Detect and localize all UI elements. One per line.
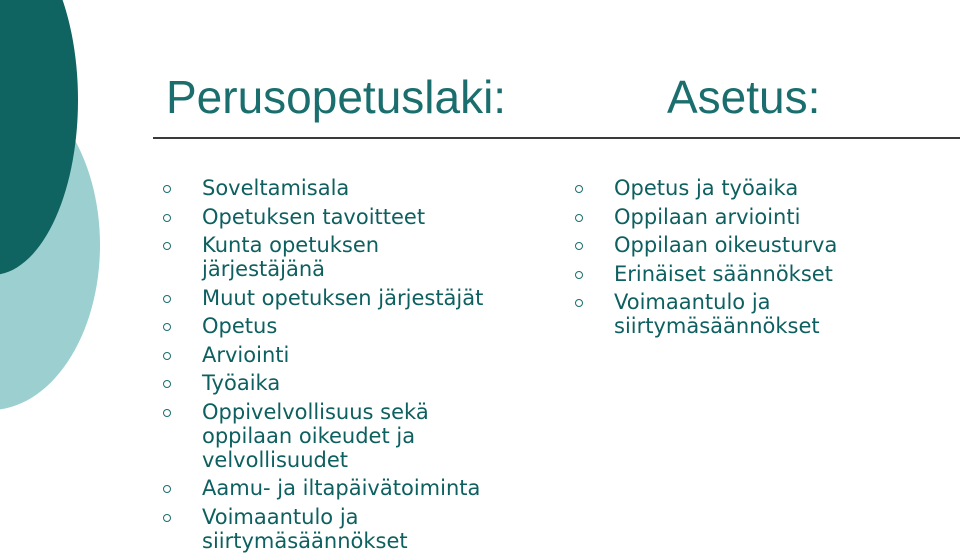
list-item bbox=[160, 176, 540, 200]
list-item-text: Oppivelvollisuus sekä oppilaan oikeudet ja velvollisuudet bbox=[202, 399, 429, 472]
list-item-text: Erinäiset säännökset bbox=[614, 261, 833, 286]
circle-bullet-icon bbox=[575, 271, 583, 279]
circle-bullet-icon bbox=[575, 214, 583, 222]
circle-bullet-icon bbox=[163, 185, 171, 193]
circle-bullet-icon bbox=[163, 485, 171, 493]
list-item-text: Kunta opetuksen järjestäjänä bbox=[202, 233, 380, 281]
title-left: Perusopetuslaki: bbox=[166, 71, 507, 123]
circle-bullet-icon bbox=[163, 409, 171, 417]
list-item bbox=[572, 290, 854, 338]
list-item bbox=[160, 400, 502, 472]
list-item bbox=[160, 286, 540, 310]
list-item-text: Oppilaan arviointi bbox=[614, 204, 801, 229]
list-item-text: Voimaantulo ja siirtymäsäännökset bbox=[202, 504, 408, 553]
circle-bullet-icon bbox=[163, 352, 171, 360]
list-item-text: Oppilaan oikeusturva bbox=[614, 233, 838, 257]
circle-bullet-icon bbox=[163, 295, 171, 303]
circle-bullet-icon bbox=[163, 214, 171, 222]
list-item-text: Työaika bbox=[202, 371, 281, 395]
circle-bullet-icon bbox=[163, 323, 171, 331]
list-item-text: Opetus bbox=[202, 314, 278, 338]
list-item bbox=[160, 343, 540, 367]
list-item bbox=[160, 505, 442, 553]
list-item bbox=[572, 176, 952, 200]
circle-bullet-icon bbox=[575, 185, 583, 193]
list-item-text: Aamu- ja iltapäivätoiminta bbox=[202, 476, 481, 500]
list-item-text: Arviointi bbox=[202, 342, 290, 367]
left-bullet-list bbox=[160, 176, 540, 557]
title-divider bbox=[153, 137, 960, 139]
list-item bbox=[160, 314, 540, 338]
list-item bbox=[160, 233, 412, 281]
right-bullet-list bbox=[572, 176, 952, 343]
list-item bbox=[160, 476, 540, 500]
circle-bullet-icon bbox=[163, 514, 171, 522]
list-item bbox=[572, 262, 952, 286]
circle-bullet-icon bbox=[163, 380, 171, 388]
list-item-text: Muut opetuksen järjestäjät bbox=[202, 285, 484, 310]
list-item-text: Opetus ja työaika bbox=[614, 176, 799, 200]
circle-bullet-icon bbox=[575, 299, 583, 307]
list-item bbox=[572, 233, 952, 257]
list-item-text: Soveltamisala bbox=[202, 176, 350, 200]
list-item bbox=[160, 205, 540, 229]
list-item-text: Voimaantulo ja siirtymäsäännökset bbox=[614, 290, 820, 338]
circle-bullet-icon bbox=[575, 242, 583, 250]
list-item bbox=[160, 371, 540, 395]
circle-bullet-icon bbox=[163, 242, 171, 250]
list-item-text: Opetuksen tavoitteet bbox=[202, 204, 426, 229]
list-item bbox=[572, 205, 952, 229]
decorative-shapes bbox=[0, 0, 120, 549]
title-right: Asetus: bbox=[667, 71, 821, 123]
